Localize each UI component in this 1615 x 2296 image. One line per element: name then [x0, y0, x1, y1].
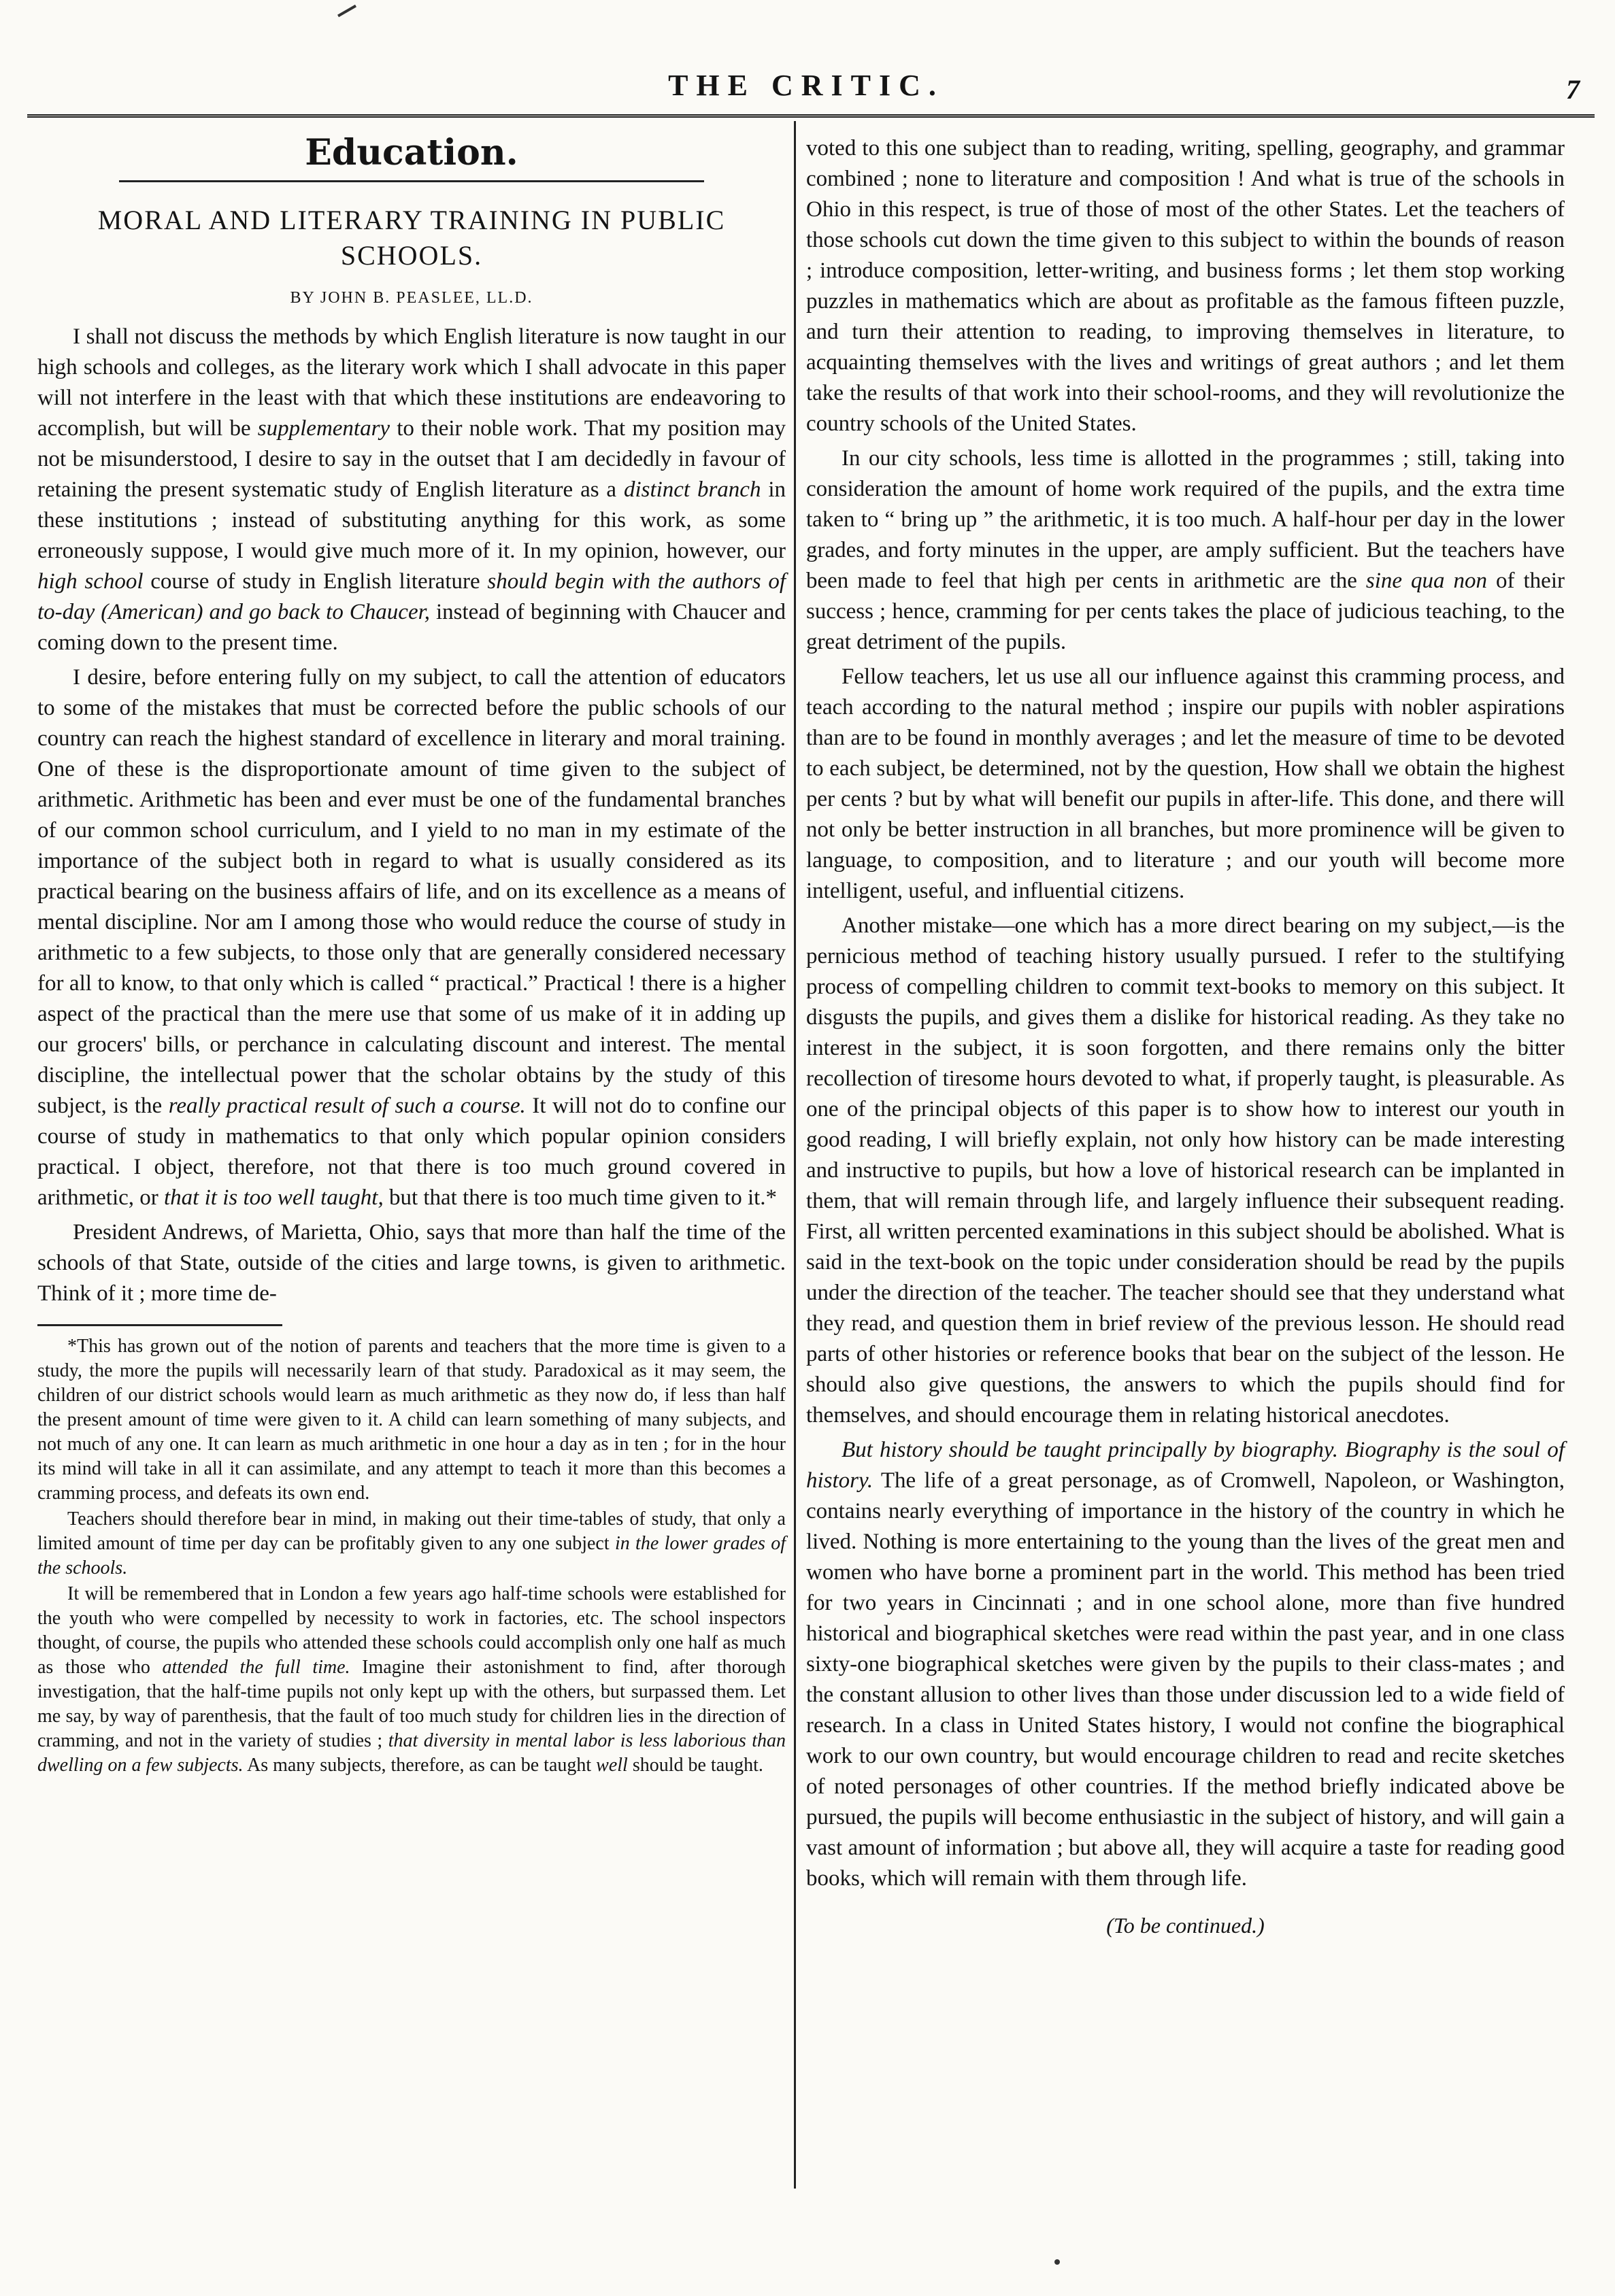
- section-heading: Education.: [305, 132, 518, 173]
- text-run: well: [596, 1755, 628, 1776]
- column-rule: [794, 121, 796, 2189]
- text-run: distinct branch: [623, 477, 761, 502]
- right-body: [806, 133, 1565, 1894]
- text-run: should be taught.: [627, 1755, 763, 1776]
- text-run: in these institutions ; instead of substituting anything for this work, as some erroneously suppose, I would give much more of it. In my opinion, however, our: [37, 477, 786, 563]
- text-run: As many subjects, therefore, as can be taught: [243, 1755, 597, 1776]
- text-run: President Andrews, of Marietta, Ohio, says that more than half the time of the schools of that State, outside of the cities and large towns, is given to arithmetic. Think of it ; more time de-: [37, 1220, 786, 1306]
- text-run: Another mistake—one which has a more direct bearing on my subject,—is the pernicious method of teaching history usually pursued. I refer to the stultifying process of compelling children to commit text-books to memory on this subject. It disgusts the pupils, and gives them a dislike for historical reading. As they take no interest in the subject, it is soon forgotten, and there remains only the bitter recollection of tiresome hours devoted to what, if properly taught, is pleasurable. As one of the principal objects of this paper is to show how to interest our youth in good reading, I will briefly explain, not only how history can be made interesting and instructive to pupils, but how a love of historical research can be implanted in them, that will remain through life, and largely influence their subsequent reading. First, all written percented examinations in this subject should be abolished. What is said in the text-book on the topic under consideration should be read by the pupils under the direction of the teacher. The teacher should see that they understand what they read, and question them in brief review of the previous lesson. He should read parts of other histories or reference books that bear on the subject of the lesson. He should also give questions, the answers to which the pupils should find for themselves, and should encourage them in relating historical anecdotes.: [806, 913, 1565, 1428]
- text-run: supplementary: [257, 416, 390, 441]
- footnotes: [37, 1334, 786, 1778]
- text-run: high school: [37, 569, 144, 594]
- byline: BY JOHN B. PEASLEE, LL.D.: [290, 289, 533, 307]
- body-paragraph: [37, 662, 786, 1213]
- text-run: sine qua non: [1365, 569, 1488, 593]
- text-run: really practical result of such a course.: [168, 1094, 526, 1118]
- text-run: instead of beginning with Chaucer and coming down to the present time.: [37, 600, 786, 655]
- text-run: voted to this one subject than to reading, writing, spelling, geography, and grammar combined ; none to literature and composition ! And what is true of the schools in Ohio in this respect, is true of those of most of the other States. Let the teachers of those schools cut down the time given to this subject to within the bounds of reason ; introduce composition, letter-writing, and business forms ; let them stop working puzzles in mathematics which are about as profitable as the famous fifteen puzzle, and turn their attention to reading, to improving themselves in literature, to acquainting themselves with the lives and writings of great authors ; and let them take the results of that work into their school-rooms, and they will revolutionize the country schools of the United States.: [806, 136, 1565, 436]
- text-run: in the lower grades of the schools.: [37, 1533, 786, 1578]
- text-run: *This has grown out of the notion of parents and teachers that the more time is given to a study, the more the pupils will necessarily learn of that study. Paradoxical as it may seem, the children of our district schools would learn as much arithmetic as they now do, if less than half the present amount of time were given to it. A child can learn something of many subjects, and not much of any one. It can learn as much arithmetic in one hour a day as in ten ; for in the hour its mind will take in all it can assimilate, and any attempt to teach it more than this becomes a cramming process, and defeats its own end.: [37, 1336, 786, 1504]
- body-paragraph: [806, 443, 1565, 658]
- text-run: Fellow teachers, let us use all our influence against this cramming process, and teach according to the natural method ; inspire our pupils with nobler aspirations than are to be found in monthly averages ; and let the measure of time to be devoted to each subject, be determined, not by the question, How shall we obtain the highest per cents ? but by what will benefit our pupils in after-life. This done, and there will not only be better instruction in all branches, but more prominence will be given to language, to composition, and to literature ; and our youth will become more intelligent, useful, and influential citizens.: [806, 664, 1565, 903]
- text-run: Imagine their astonishment to find, after thorough investigation, that the half-time pupils not only kept up with the others, but surpassed them. Let me say, by way of parenthesis, that the fault of too much study for children lies in the direction of cramming, and not in the variety of studies ;: [37, 1657, 786, 1751]
- text-run: It will not do to confine our course of study in mathematics to that only which popular opinion considers practical. I object, therefore, not that there is too much ground covered in arithmetic, or: [37, 1094, 786, 1210]
- ink-speck: [337, 5, 356, 17]
- section-rule: [119, 180, 704, 182]
- left-body: [37, 322, 786, 1309]
- text-run: but that there is too much time given to it.*: [383, 1185, 778, 1210]
- right-column: [806, 133, 1565, 1941]
- masthead: THE CRITIC.: [668, 69, 944, 102]
- continued-note: (To be continued.): [1106, 1913, 1265, 1938]
- text-run: that diversity in mental labor is less laborious than dwelling on a few subjects.: [37, 1730, 786, 1776]
- body-paragraph: [37, 322, 786, 658]
- text-run: The life of a great personage, as of Cromwell, Napoleon, or Washington, contains nearly everything of importance in the history of the country in which he lived. Nothing is more entertaining to the young than the lives of the great men and women who have borne a prominent part in the world. This method has been tried for two years in Cincinnati ; and in one school alone, more than five hundred historical and biographical sketches were read within the past year, and in one class sixty-one biographical sketches were given by the pupils to their class-mates ; and the constant allusion to other lives than those under discussion led to a wide field of research. In a class in United States history, I would not confine the biographical work to our own country, but would encourage children to read and recite sketches of noted personages of other countries. If the method briefly indicated above be pursued, the pupils will become enthusiastic in the subject of history, and will gain a vast amount of information ; but above all, they will acquire a taste for reading good books, which will remain with them through life.: [806, 1468, 1565, 1891]
- text-run: It will be remembered that in London a few years ago half-time schools were established for the youth who were compelled by necessity to work in factories, etc. The school inspectors thought, of course, the pupils who attended these schools could accomplish only one half as much as those who: [37, 1583, 786, 1678]
- text-run: that it is too well taught,: [164, 1185, 384, 1210]
- page-number: 7: [1566, 74, 1580, 105]
- text-run: attended the full time.: [162, 1657, 350, 1678]
- footnote-rule: [37, 1324, 282, 1326]
- text-run: course of study in English literature: [143, 569, 488, 594]
- body-paragraph: [806, 133, 1565, 439]
- body-paragraph: [37, 1217, 786, 1309]
- text-run: But history should be taught principally by biography. Biography is the soul of history.: [806, 1438, 1565, 1493]
- footnote-paragraph: [37, 1507, 786, 1581]
- ink-speck: [1054, 2259, 1060, 2265]
- text-run: to their noble work. That my position may not be misunderstood, I desire to say in the outset that I am decidedly in favour of retaining the present systematic study of English literature as a: [37, 416, 786, 502]
- text-run: I desire, before entering fully on my subject, to call the attention of educators to some of the mistakes that must be corrected before the public schools of our country can reach the highest standard of excellence in literary and moral training. One of these is the disproportionate amount of time given to the subject of arithmetic. Arithmetic has been and ever must be one of the fundamental branches of our common school curriculum, and I yield to no man in my estimate of the importance of the subject both in regard to what is usually considered as its practical bearing on the business affairs of life, and on its excellence as a means of mental discipline. Nor am I among those who would reduce the course of study in arithmetic to a few subjects, to those only that are generally considered necessary for all to know, to that only which is called “ practical.” Practical ! there is a higher aspect of the practical than the mere use that some of us make of it in adding up our grocers' bills, or perchance in calculating discount and interest. The mental discipline, the intellectual power that the scholar obtains by the study of this subject, is the: [37, 665, 786, 1118]
- footnote-paragraph: [37, 1582, 786, 1778]
- text-run: should begin with the authors of to-day (American) and go back to Chaucer,: [37, 569, 786, 624]
- body-paragraph: [806, 911, 1565, 1431]
- text-run: of their success ; hence, cramming for per cents takes the place of judicious teaching, to the great detriment of the pupils.: [806, 569, 1565, 654]
- article-title: MORAL AND LITERARY TRAINING IN PUBLIC SCHOOLS.: [97, 205, 726, 271]
- masthead-rule: [27, 114, 1595, 118]
- footnote-paragraph: [37, 1334, 786, 1506]
- text-run: Teachers should therefore bear in mind, in making out their time-tables of study, that only a limited amount of time per day can be profitably given to any one subject: [37, 1508, 786, 1554]
- text-run: In our city schools, less time is allotted in the programmes ; still, taking into consideration the amount of home work required of the pupils, and the extra time taken to “ bring up ” the arithmetic, it is too much. A half-hour per day in the lower grades, and forty minutes in the upper, are amply sufficient. But the teachers have been made to feel that high per cents in arithmetic are the: [806, 446, 1565, 593]
- body-paragraph: [806, 662, 1565, 907]
- body-paragraph: [806, 1435, 1565, 1894]
- text-run: I shall not discuss the methods by which English literature is now taught in our high schools and colleges, as the literary work which I shall advocate in this paper will not interfere in the least with that which these institutions are endeavoring to accomplish, but will be: [37, 324, 786, 441]
- left-column: [37, 133, 786, 1779]
